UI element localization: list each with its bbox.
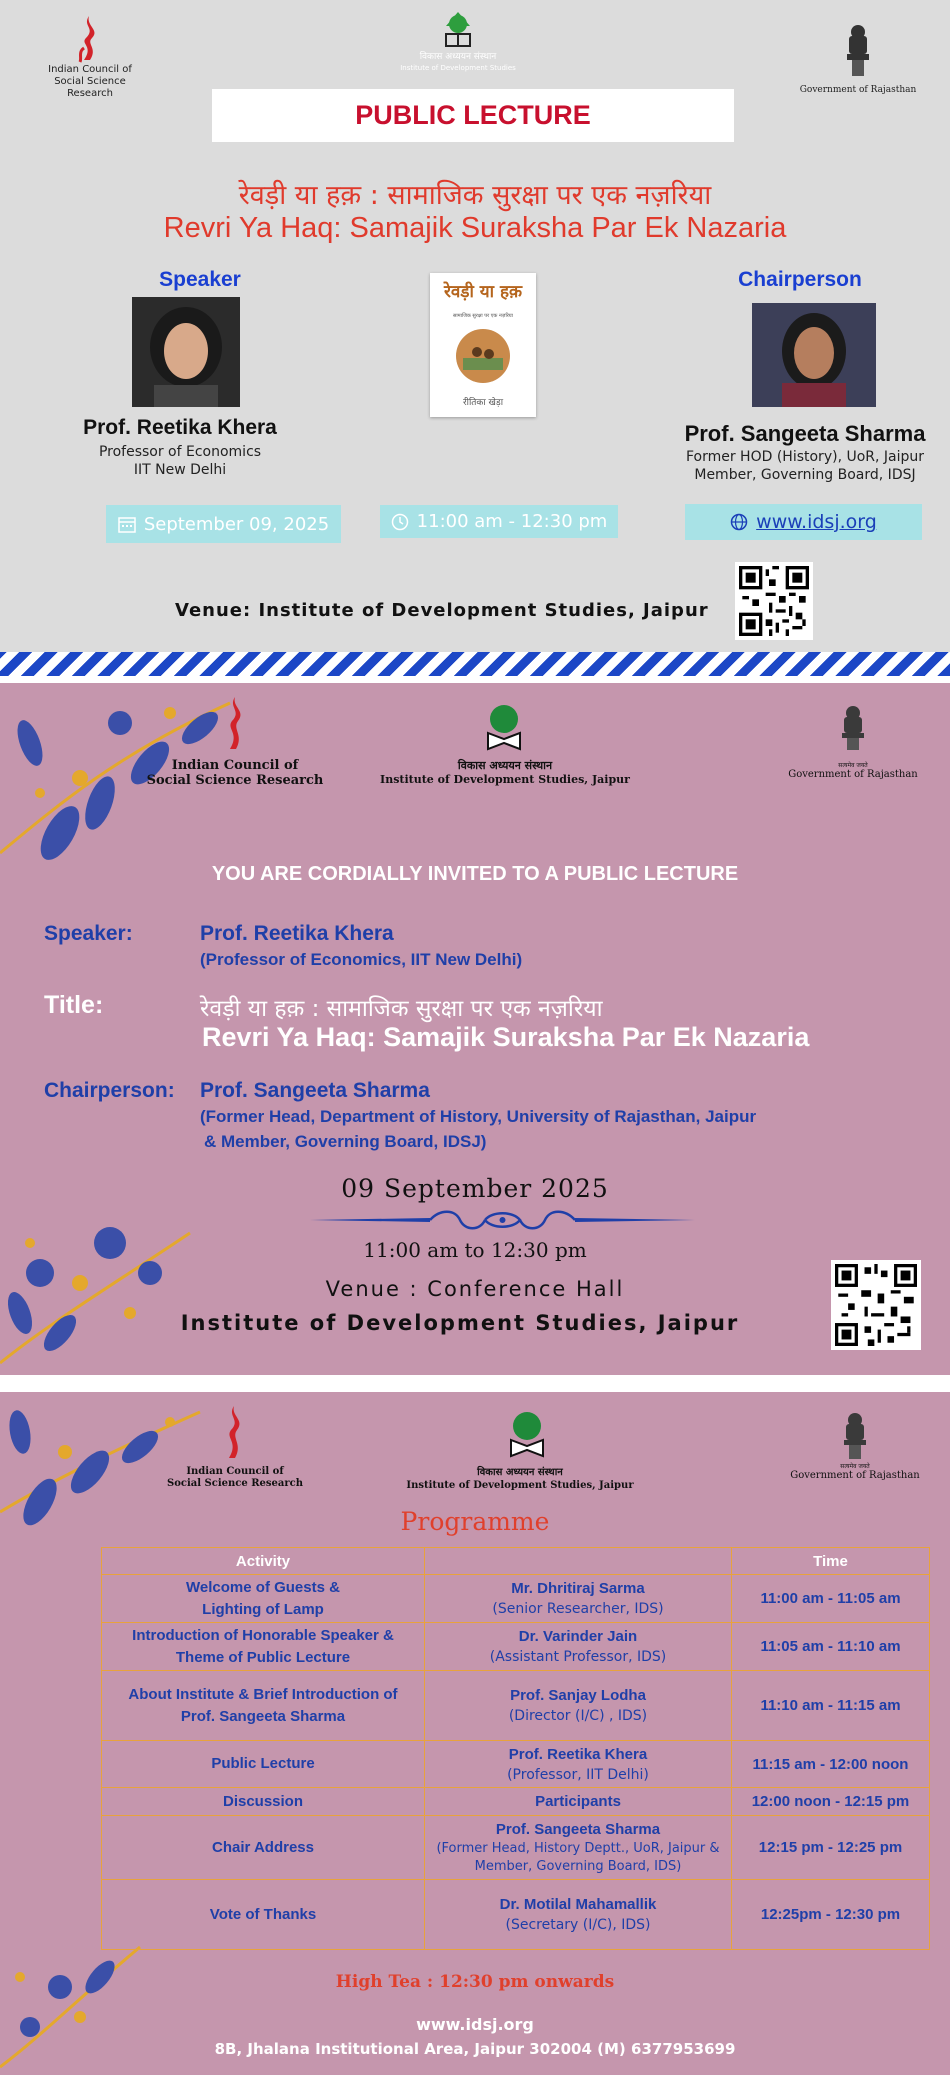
rajasthan-hindi: सत्यमेव जयते <box>840 1463 870 1470</box>
icssr-line2: Social Science Research <box>54 76 126 99</box>
person-name: Prof. Sanjay Lodha <box>510 1687 646 1704</box>
person-role: (Assistant Professor, IDS) <box>489 1649 667 1665</box>
time-cell: 12:00 noon - 12:15 pm <box>732 1788 930 1816</box>
book-subtitle: सामाजिक सुरक्षा पर एक नज़रिया <box>453 313 513 319</box>
table-row <box>102 1816 930 1880</box>
ids-english: Institute of Development Studies, Jaipur <box>406 1480 634 1491</box>
clock-icon <box>391 513 409 531</box>
header-person <box>425 1548 732 1575</box>
title-english: Revri Ya Haq: Samajik Suraksha Par Ek Nazaria <box>202 1022 810 1052</box>
ids-logo-text <box>400 1466 640 1492</box>
person-cell <box>425 1880 732 1950</box>
activity-cell <box>102 1671 425 1741</box>
activity-text: Welcome of Guests & <box>186 1578 340 1596</box>
invitation-section <box>0 683 950 1375</box>
person-role: (Former Head, History Deptt., UoR, Jaipur & <box>436 1841 720 1856</box>
high-tea-note: High Tea : 12:30 pm onwards <box>335 1972 615 1992</box>
ids-english: Institute of Development Studies <box>400 64 516 72</box>
activity-text: About Institute & Brief Introduction of <box>128 1685 398 1703</box>
person-cell <box>425 1741 732 1788</box>
speaker-detail: (Professor of Economics, IIT New Delhi) <box>200 950 523 969</box>
rajasthan-logo-text <box>768 761 938 780</box>
chair-label: Chairperson <box>738 268 862 291</box>
time-cell: 11:05 am - 11:10 am <box>732 1623 930 1671</box>
time-cell: 11:10 am - 11:15 am <box>732 1671 930 1741</box>
person-cell <box>425 1671 732 1741</box>
chair-position: Former HOD (History), UoR, Jaipur <box>685 449 925 465</box>
date-pill <box>106 505 341 543</box>
activity-text: Theme of Public Lecture <box>175 1648 351 1666</box>
chair-name: Prof. Sangeeta Sharma <box>200 1079 430 1102</box>
time-cell: 11:00 am - 11:05 am <box>732 1575 930 1623</box>
rajasthan-label: Government of Rajasthan <box>788 769 918 780</box>
ids-english: Institute of Development Studies, Jaipur <box>380 773 630 786</box>
ids-hindi: विकास अध्ययन संस्थान <box>477 1467 563 1478</box>
person-role: Member, Governing Board, IDS) <box>474 1859 682 1874</box>
title-hindi: रेवड़ी या हक़ : सामाजिक सुरक्षा पर एक नज़रिया <box>200 996 603 1022</box>
person-role: (Director (I/C) , IDS) <box>508 1708 648 1724</box>
icssr-flame-icon <box>222 695 248 751</box>
calendar-icon <box>118 515 136 533</box>
person-name: Prof. Reetika Khera <box>508 1745 648 1763</box>
chair-label: Chairperson: <box>44 1079 175 1102</box>
time-pill <box>380 505 618 538</box>
icssr-flame-icon <box>222 1404 246 1460</box>
speaker-position: Professor of Economics <box>98 444 262 460</box>
venue-text: Venue: Institute of Development Studies, Jaipur <box>175 600 709 621</box>
table-row <box>102 1575 930 1623</box>
invitation-venue-hall: Venue : Conference Hall <box>325 1277 625 1301</box>
activity-cell <box>102 1575 425 1623</box>
table-row <box>102 1623 930 1671</box>
activity-cell: Discussion <box>102 1788 425 1816</box>
poster-section <box>0 0 950 652</box>
header-activity: Activity <box>102 1548 425 1575</box>
speaker-institution: IIT New Delhi <box>133 462 227 478</box>
table-row <box>102 1788 930 1816</box>
website-pill[interactable] <box>685 504 922 540</box>
ornamental-divider <box>310 1207 695 1233</box>
ids-logo-text <box>380 759 630 787</box>
book-author: रीतिका खेड़ा <box>462 398 504 408</box>
rajasthan-label: Government of Rajasthan <box>799 85 917 95</box>
activity-cell: Public Lecture <box>102 1741 425 1788</box>
activity-text: Lighting of Lamp <box>202 1600 324 1618</box>
stripe-divider <box>0 652 950 676</box>
time-cell: 11:15 am - 12:00 noon <box>732 1741 930 1788</box>
ashoka-emblem-icon <box>838 705 868 753</box>
chair-detail-1: (Former Head, Department of History, University of Rajasthan, Jaipur <box>200 1107 757 1126</box>
activity-text: Introduction of Honorable Speaker & <box>132 1626 394 1644</box>
speaker-photo <box>132 297 240 407</box>
activity-cell <box>102 1623 425 1671</box>
website-link[interactable]: www.idsj.org <box>756 511 877 533</box>
rajasthan-hindi: सत्यमेव जयते <box>838 762 868 769</box>
time-text: 11:00 am - 12:30 pm <box>416 511 608 532</box>
chair-name: Prof. Sangeeta Sharma <box>684 421 926 446</box>
table-header-row <box>102 1548 930 1575</box>
icssr-line2: Social Science Research <box>146 773 324 788</box>
rajasthan-logo-text <box>770 1462 940 1481</box>
invitation-date: 09 September 2025 <box>341 1174 609 1203</box>
ids-hindi: विकास अध्ययन संस्थान <box>457 759 553 772</box>
speaker-label: Speaker: <box>44 922 133 945</box>
person-role: (Secretary (I/C), IDS) <box>505 1917 651 1933</box>
globe-icon <box>730 513 748 531</box>
ids-tree-book-icon <box>443 10 473 48</box>
person-name: Dr. Motilal Mahamallik <box>499 1896 657 1913</box>
qr-code-icon[interactable] <box>735 562 813 640</box>
time-cell: 12:15 pm - 12:25 pm <box>732 1816 930 1880</box>
programme-table <box>101 1547 930 1950</box>
ashoka-emblem-icon <box>840 1412 870 1462</box>
chair-photo <box>752 303 876 407</box>
person-cell: Participants <box>425 1788 732 1816</box>
person-role: (Professor, IIT Delhi) <box>507 1766 649 1783</box>
person-name: Prof. Sangeeta Sharma <box>495 1821 661 1838</box>
time-cell: 12:25pm - 12:30 pm <box>732 1880 930 1950</box>
rajasthan-label: Government of Rajasthan <box>790 1470 920 1481</box>
ids-tree-book-icon <box>508 1410 546 1458</box>
invitation-heading: YOU ARE CORDIALLY INVITED TO A PUBLIC LECTURE <box>211 863 739 885</box>
speaker-name: Prof. Reetika Khera <box>83 416 277 439</box>
book-illustration <box>455 328 511 384</box>
chair-detail-2: & Member, Governing Board, IDSJ) <box>204 1132 487 1151</box>
ashoka-emblem-icon <box>844 24 872 80</box>
footer-address: 8B, Jhalana Institutional Area, Jaipur 302004 (M) 6377953699 <box>214 2040 736 2058</box>
icssr-logo-text <box>155 1466 315 1490</box>
programme-title: Programme <box>400 1507 550 1536</box>
ids-tree-book-icon <box>484 703 524 751</box>
public-lecture-heading: PUBLIC LECTURE <box>355 100 591 130</box>
icssr-logo-text <box>140 758 330 788</box>
footer-website[interactable]: www.idsj.org <box>416 2015 534 2034</box>
activity-cell: Vote of Thanks <box>102 1880 425 1950</box>
table-row <box>102 1671 930 1741</box>
title-label: Title: <box>44 991 104 1019</box>
icssr-line1: Indian Council of <box>186 1466 284 1477</box>
speaker-label: Speaker <box>159 268 241 291</box>
ids-hindi: विकास अध्ययन संस्थान <box>419 52 497 62</box>
person-cell <box>425 1623 732 1671</box>
icssr-line1: Indian Council of <box>171 758 299 773</box>
book-cover <box>430 273 536 417</box>
activity-cell: Chair Address <box>102 1816 425 1880</box>
public-lecture-banner <box>212 89 734 142</box>
qr-code-icon[interactable] <box>831 1260 921 1350</box>
icssr-line1: Indian Council of <box>48 64 132 75</box>
person-name: Dr. Varinder Jain <box>518 1628 638 1645</box>
lecture-title-english: Revri Ya Haq: Samajik Suraksha Par Ek Nazaria <box>163 212 787 244</box>
icssr-line2: Social Science Research <box>167 1478 303 1489</box>
chair-board: Member, Governing Board, IDSJ <box>694 467 916 483</box>
header-time: Time <box>732 1548 930 1575</box>
icssr-flame-icon <box>74 14 104 64</box>
person-role: (Senior Researcher, IDS) <box>492 1601 664 1617</box>
book-title: रेवड़ी या हक़ <box>443 282 523 302</box>
invitation-time: 11:00 am to 12:30 pm <box>363 1238 587 1262</box>
speaker-name: Prof. Reetika Khera <box>200 922 394 945</box>
activity-text: Prof. Sangeeta Sharma <box>180 1707 346 1725</box>
person-cell <box>425 1816 732 1880</box>
table-row <box>102 1741 930 1788</box>
lecture-title-hindi: रेवड़ी या हक़ : सामाजिक सुरक्षा पर एक नज़रिया <box>238 180 712 211</box>
table-row <box>102 1880 930 1950</box>
programme-section <box>0 1392 950 2075</box>
invitation-venue-institute: Institute of Development Studies, Jaipur <box>180 1311 740 1335</box>
person-name: Mr. Dhritiraj Sarma <box>511 1580 645 1597</box>
person-cell <box>425 1575 732 1623</box>
date-text: September 09, 2025 <box>143 513 330 535</box>
